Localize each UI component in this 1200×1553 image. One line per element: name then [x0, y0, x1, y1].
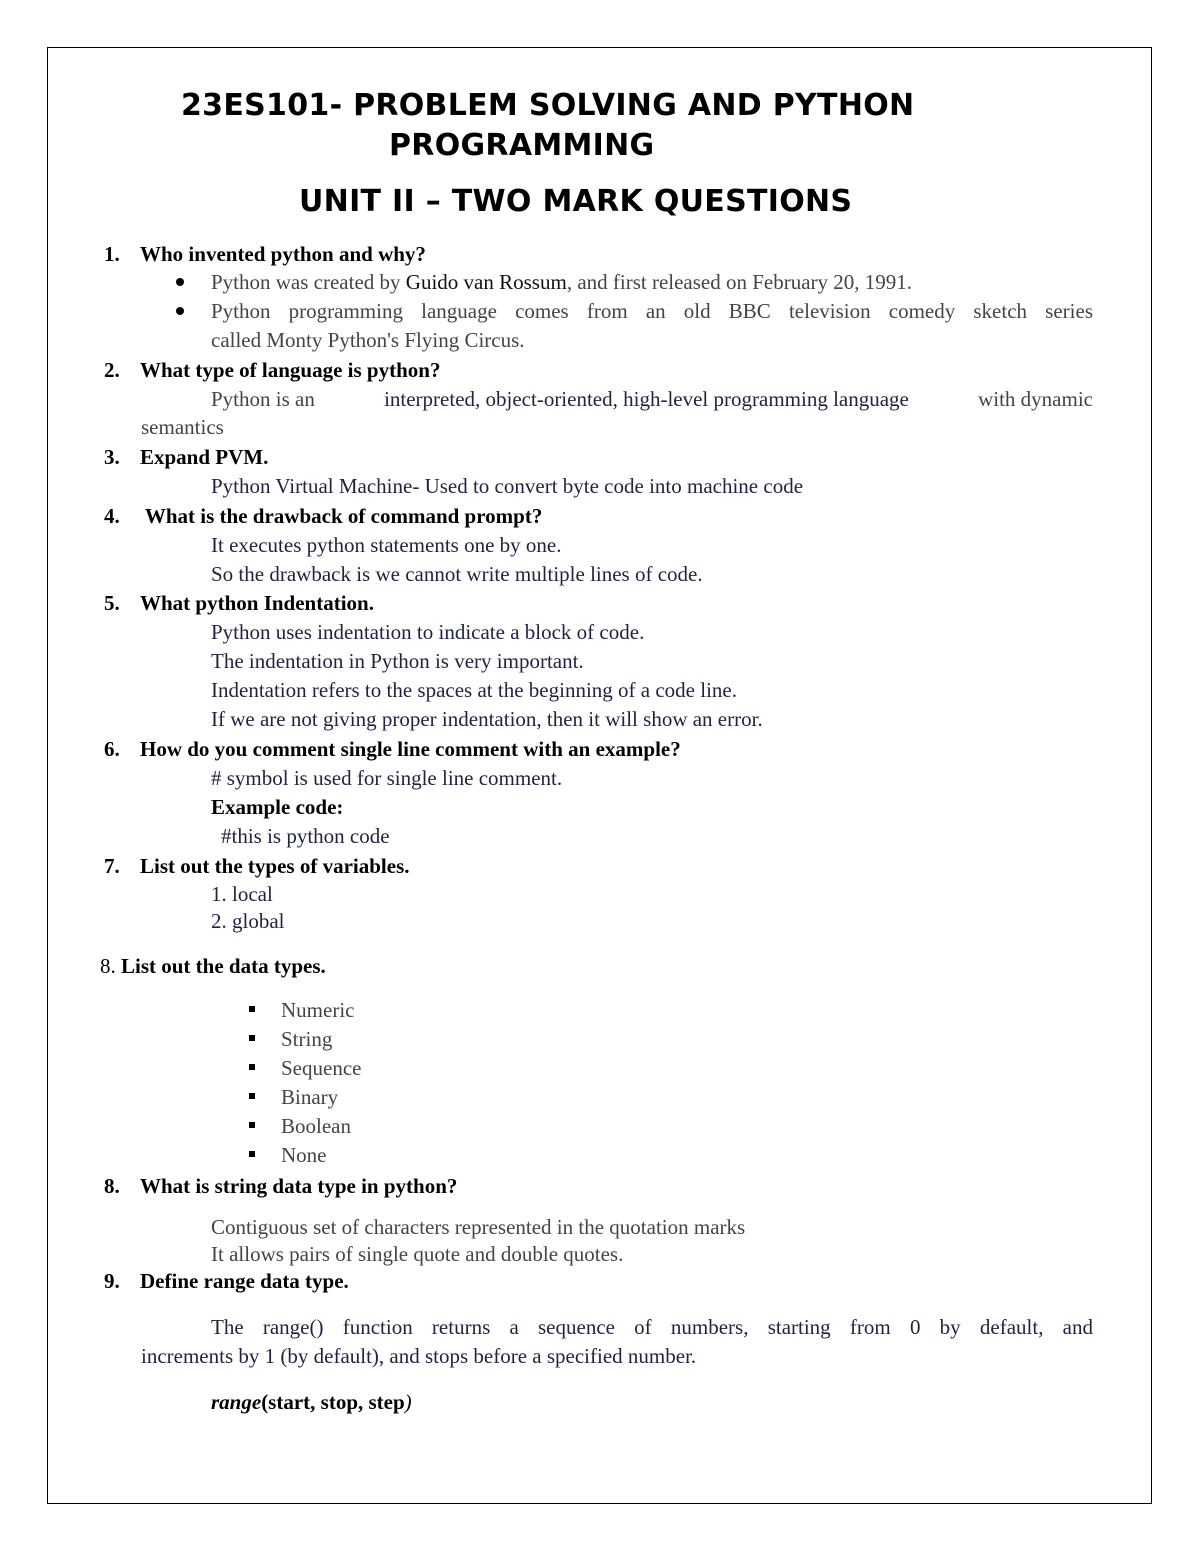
answer-highlight: Guido van Rossum: [405, 270, 567, 294]
answer-1-bullet-2-line1: Python programming language comes from an old BBC television comedy sketch series: [211, 299, 1093, 323]
answer-9-line1: The range() function returns a sequence of numbers, starting from 0 by default, and: [211, 1315, 1093, 1339]
example-label: Example code:: [211, 795, 344, 819]
square-bullet-icon: [249, 1064, 255, 1070]
answer-text: with dynamic: [978, 387, 1093, 411]
answer-text: Python is an: [211, 387, 315, 411]
bullet-icon: [176, 278, 184, 286]
answer-9-line2: increments by 1 (by default), and stops before a specified number.: [141, 1344, 697, 1368]
question-5: [104, 590, 374, 616]
square-bullet-icon: [249, 1151, 255, 1157]
question-text: How do you comment single line comment with an example?: [140, 737, 681, 761]
square-bullet-icon: [249, 1035, 255, 1041]
question-7: [104, 853, 410, 879]
square-bullet-icon: [249, 1093, 255, 1099]
answer-1-bullet-2-line2: called Monty Python's Flying Circus.: [211, 328, 525, 352]
answer-4-line1: It executes python statements one by one.: [211, 533, 562, 557]
question-4: [104, 503, 542, 529]
question-number: 3.: [104, 445, 120, 469]
square-bullet-icon: [249, 1122, 255, 1128]
question-number: 6.: [104, 737, 120, 761]
question-number: 7.: [104, 854, 120, 878]
question-9: [104, 1268, 349, 1294]
answer-8-line2: It allows pairs of single quote and double quotes.: [211, 1242, 624, 1266]
syntax-function-name: range: [211, 1390, 262, 1414]
question-8-string: [104, 1173, 457, 1199]
answer-4-line2: So the drawback is we cannot write multiple lines of code.: [211, 562, 703, 586]
question-3: [104, 444, 268, 470]
question-text: What python Indentation.: [140, 591, 374, 615]
question-8-data-types: [100, 953, 326, 979]
answer-text: , and first released on February 20, 1991.: [566, 270, 913, 294]
answer-5-line4: If we are not giving proper indentation, then it will show an error.: [211, 707, 763, 731]
document-title-line1: 23ES101- PROBLEM SOLVING AND PYTHON: [181, 88, 915, 123]
question-text: Expand PVM.: [140, 445, 269, 469]
answer-5-line1: Python uses indentation to indicate a block of code.: [211, 620, 645, 644]
data-type-item: None: [281, 1143, 327, 1167]
data-type-item: String: [281, 1027, 333, 1051]
answer-2-line2: semantics: [141, 415, 224, 439]
answer-3: Python Virtual Machine- Used to convert byte code into machine code: [211, 474, 804, 498]
answer-7-line1: 1. local: [211, 882, 273, 906]
question-text: What is the drawback of command prompt?: [140, 504, 543, 528]
question-text: List out the data types.: [121, 954, 326, 978]
data-type-item: Boolean: [281, 1114, 351, 1138]
question-number: 4.: [104, 504, 120, 528]
question-2: [104, 357, 440, 383]
square-bullet-icon: [249, 1006, 255, 1012]
data-type-item: Sequence: [281, 1056, 362, 1080]
answer-2-line1: [211, 386, 1093, 412]
answer-text: Python was created by: [211, 270, 406, 294]
question-number: 8.: [100, 954, 116, 978]
question-1: [104, 241, 426, 267]
example-code: #this is python code: [221, 824, 390, 848]
question-text: Who invented python and why?: [140, 242, 426, 266]
question-number: 5.: [104, 591, 120, 615]
question-6: [104, 736, 681, 762]
answer-1-bullet-1: [211, 269, 912, 295]
question-text: List out the types of variables.: [140, 854, 410, 878]
answer-7-line2: 2. global: [211, 909, 285, 933]
syntax-close-paren: ): [404, 1390, 412, 1414]
question-number: 1.: [104, 242, 120, 266]
answer-8-line1: Contiguous set of characters represented in the quotation marks: [211, 1215, 746, 1239]
document-subtitle: UNIT II – TWO MARK QUESTIONS: [299, 184, 853, 219]
question-text: What type of language is python?: [140, 358, 441, 382]
answer-5-line3: Indentation refers to the spaces at the beginning of a code line.: [211, 678, 737, 702]
data-type-item: Binary: [281, 1085, 339, 1109]
bullet-icon: [176, 307, 184, 315]
data-type-item: Numeric: [281, 998, 355, 1022]
question-number: 2.: [104, 358, 120, 382]
answer-6: # symbol is used for single line comment.: [211, 766, 563, 790]
question-number: 8.: [104, 1174, 120, 1198]
range-syntax: [211, 1389, 412, 1415]
answer-5-line2: The indentation in Python is very important.: [211, 649, 584, 673]
question-number: 9.: [104, 1269, 120, 1293]
document-title-line2: PROGRAMMING: [389, 128, 655, 163]
question-text: Define range data type.: [140, 1269, 349, 1293]
answer-highlight: interpreted, object-oriented, high-level programming language: [384, 387, 909, 411]
question-text: What is string data type in python?: [140, 1174, 458, 1198]
syntax-arguments: (start, stop, step: [261, 1390, 405, 1414]
